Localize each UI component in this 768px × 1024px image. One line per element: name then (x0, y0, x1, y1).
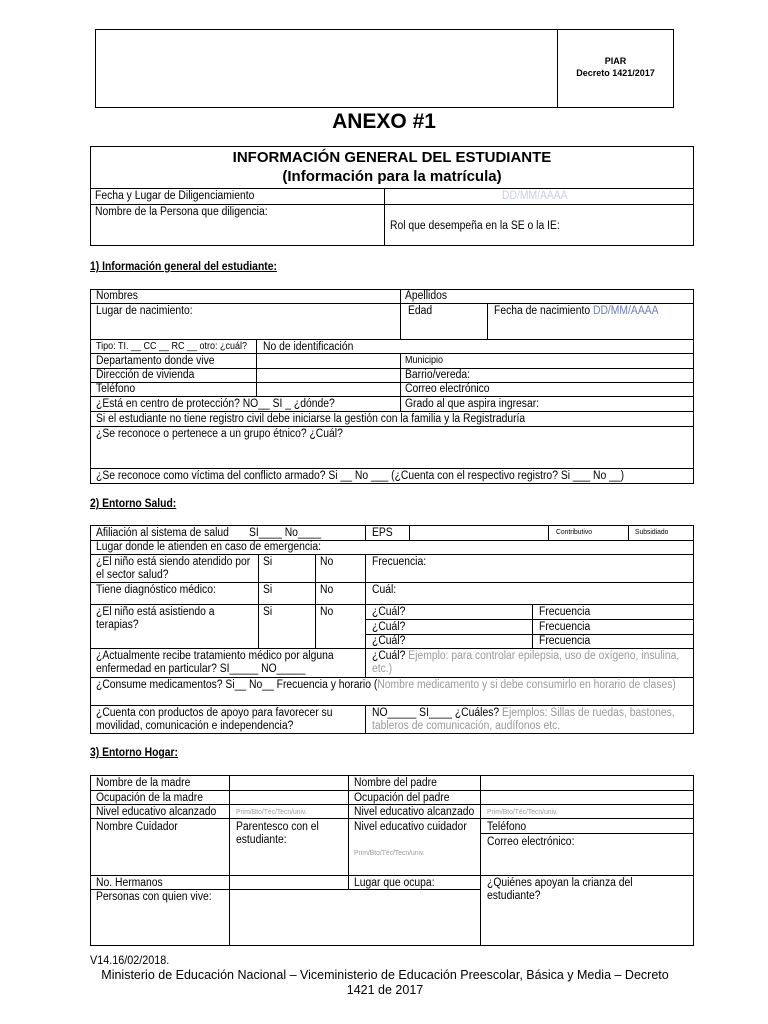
no-identificacion-label: No de identificación (263, 341, 354, 353)
tratamiento-answer: ¿Cuál? Ejemplo: para controlar epilepsia, uso de oxígeno, insulina, etc.) (372, 650, 680, 675)
role-label: Rol que desempeña en la SE o la IE: (390, 220, 560, 232)
correo-label: Correo electrónico: (487, 836, 575, 848)
terapias-si: Si (263, 606, 273, 618)
padre-label: Nombre del padre (354, 777, 437, 789)
ocupacion-padre-label: Ocupación del padre (354, 792, 450, 804)
annex-title: ANEXO #1 (332, 110, 436, 133)
nivel-cuidador-label: Nivel educativo cuidador (354, 821, 467, 833)
student-info-table (90, 289, 694, 484)
tratamiento-example: Ejemplo: para controlar epilepsia, uso de oxígeno, insulina, etc.) (372, 650, 680, 675)
general-subtitle: (Información para la matrícula) (282, 168, 502, 185)
etnico-question: ¿Se reconoce o pertenece a un grupo étnico? ¿Cuál? (96, 428, 343, 440)
departamento-label: Departamento donde vive (96, 355, 215, 367)
atendido-si: Si (263, 556, 273, 568)
apellidos-label: Apellidos (405, 290, 448, 302)
nivel-padre-hint: Prim/Bto/Téc/Tecn/univ. (487, 807, 558, 816)
nivel-madre-label: Nivel educativo alcanzado (96, 806, 217, 818)
eps-label: EPS (372, 527, 393, 539)
terapias-question: ¿El niño está asistiendo a terapias? (96, 606, 215, 631)
nombres-label: Nombres (96, 290, 138, 302)
header-decree: Decreto 1421/2017 (576, 68, 655, 78)
diagnostico-no: No (320, 584, 334, 596)
edad-label: Edad (408, 305, 433, 317)
terapia-frecuencia-2: Frecuencia (539, 621, 591, 633)
cuidador-label: Nombre Cuidador (96, 821, 178, 833)
contributivo-label: Contributivo (556, 527, 593, 536)
diagnostico-si: Si (263, 584, 273, 596)
terapia-frecuencia-3: Frecuencia (539, 635, 591, 647)
telefono-label: Teléfono (487, 821, 527, 833)
medicamentos-question: ¿Consume medicamentos? Si__ No__ Frecuencia y horario (Nombre medicamento y si debe consumirlo en horario de clases) (96, 679, 676, 691)
general-title: INFORMACIÓN GENERAL DEL ESTUDIANTE (232, 149, 552, 166)
date-place-label: Fecha y Lugar de Diligenciamiento (95, 190, 255, 202)
date-placeholder[interactable]: DD/MM/AAAA (502, 190, 568, 202)
proteccion-question: ¿Está en centro de protección? NO__ SI _ ¿dónde? (96, 398, 335, 410)
diagnostico-label: Tiene diagnóstico médico: (96, 584, 216, 596)
direccion-label: Dirección de vivienda (96, 369, 195, 381)
frecuencia-atendido-label: Frecuencia: (372, 556, 427, 568)
section1-heading: 1) Información general del estudiante: (90, 261, 277, 273)
terapia-cual-2: ¿Cuál? (372, 621, 406, 633)
lugar-nacimiento-label: Lugar de nacimiento: (96, 305, 193, 317)
afiliacion-label: Afiliación al sistema de salud SI____ No____ (96, 527, 321, 539)
ocupacion-madre-label: Ocupación de la madre (96, 792, 204, 804)
lugar-ocupa-label: Lugar que ocupa: (354, 877, 435, 889)
header-piar: PIAR (604, 56, 627, 66)
grado-label: Grado al que aspira ingresar: (405, 398, 540, 410)
subsidiado-label: Subsidiado (635, 527, 669, 536)
apoyo-question: ¿Cuenta con productos de apoyo para favorecer su movilidad, comunicación e independencia? (96, 707, 333, 732)
terapias-no: No (320, 606, 334, 618)
section3-heading: 3) Entorno Hogar: (90, 747, 178, 759)
tratamiento-question: ¿Actualmente recibe tratamiento médico por alguna enfermedad en particular? SI_____ NO_____ (96, 650, 334, 675)
atendido-no: No (320, 556, 334, 568)
terapia-frecuencia-1: Frecuencia (539, 606, 591, 618)
nivel-padre-label: Nivel educativo alcanzado (354, 806, 475, 818)
nivel-cuidador-hint: Prim/Bto/Téc/Tecn/univ. (354, 848, 425, 857)
person-label: Nombre de la Persona que diligencia: (95, 206, 268, 218)
diagnostico-cual: Cuál: (372, 584, 397, 596)
apoyo-answer: NO_____ SI____ ¿Cuáles? Ejemplos: Sillas de ruedas, bastones, tableros de comunicación, audífonos etc. (372, 707, 675, 732)
correo-label: Correo electrónico (405, 383, 490, 395)
parentesco-label: Parentesco con el estudiante: (236, 821, 319, 846)
quienes-apoyan-label: ¿Quiénes apoyan la crianza del estudiante? (487, 877, 633, 902)
hermanos-label: No. Hermanos (96, 877, 163, 889)
terapia-cual-3: ¿Cuál? (372, 635, 406, 647)
barrio-label: Barrio/vereda: (405, 369, 471, 381)
personas-label: Personas con quien vive: (96, 891, 212, 903)
tipo-documento: Tipo: TI. __ CC __ RC __ otro: ¿cuál? (96, 341, 248, 352)
madre-label: Nombre de la madre (96, 777, 191, 789)
apoyo-example: Ejemplos: Sillas de ruedas, bastones, tableros de comunicación, audífonos etc. (372, 707, 675, 732)
municipio-label: Municipio (405, 355, 444, 366)
footer-ministry: Ministerio de Educación Nacional – Viceministerio de Educación Preescolar, Básica y Media – Decreto 1421 de 2017 (101, 968, 669, 997)
medicamentos-hint: Nombre medicamento y si debe consumirlo en horario de clases) (377, 679, 676, 691)
lugar-emergencia-label: Lugar donde le atienden en caso de emergencia: (96, 541, 321, 553)
telefono-label: Teléfono (96, 383, 136, 395)
terapia-cual-1: ¿Cuál? (372, 606, 406, 618)
section2-heading: 2) Entorno Salud: (90, 498, 177, 510)
atendido-question: ¿El niño está siendo atendido por el sector salud? (96, 556, 251, 581)
fecha-nacimiento-label: Fecha de nacimiento DD/MM/AAAA (494, 305, 659, 317)
footer-version: V14.16/02/2018. (90, 953, 170, 967)
victima-question: ¿Se reconoce como víctima del conflicto armado? Si __ No ___ (¿Cuenta con el respectivo registro? Si ___ No __) (96, 470, 625, 482)
registro-civil-note: Si el estudiante no tiene registro civil debe iniciarse la gestión con la familia y la Registraduría (96, 413, 526, 425)
nivel-madre-hint: Prim/Bto/Téc/Tecn/univ. (236, 807, 307, 816)
fecha-nacimiento-placeholder[interactable]: DD/MM/AAAA (592, 305, 659, 317)
